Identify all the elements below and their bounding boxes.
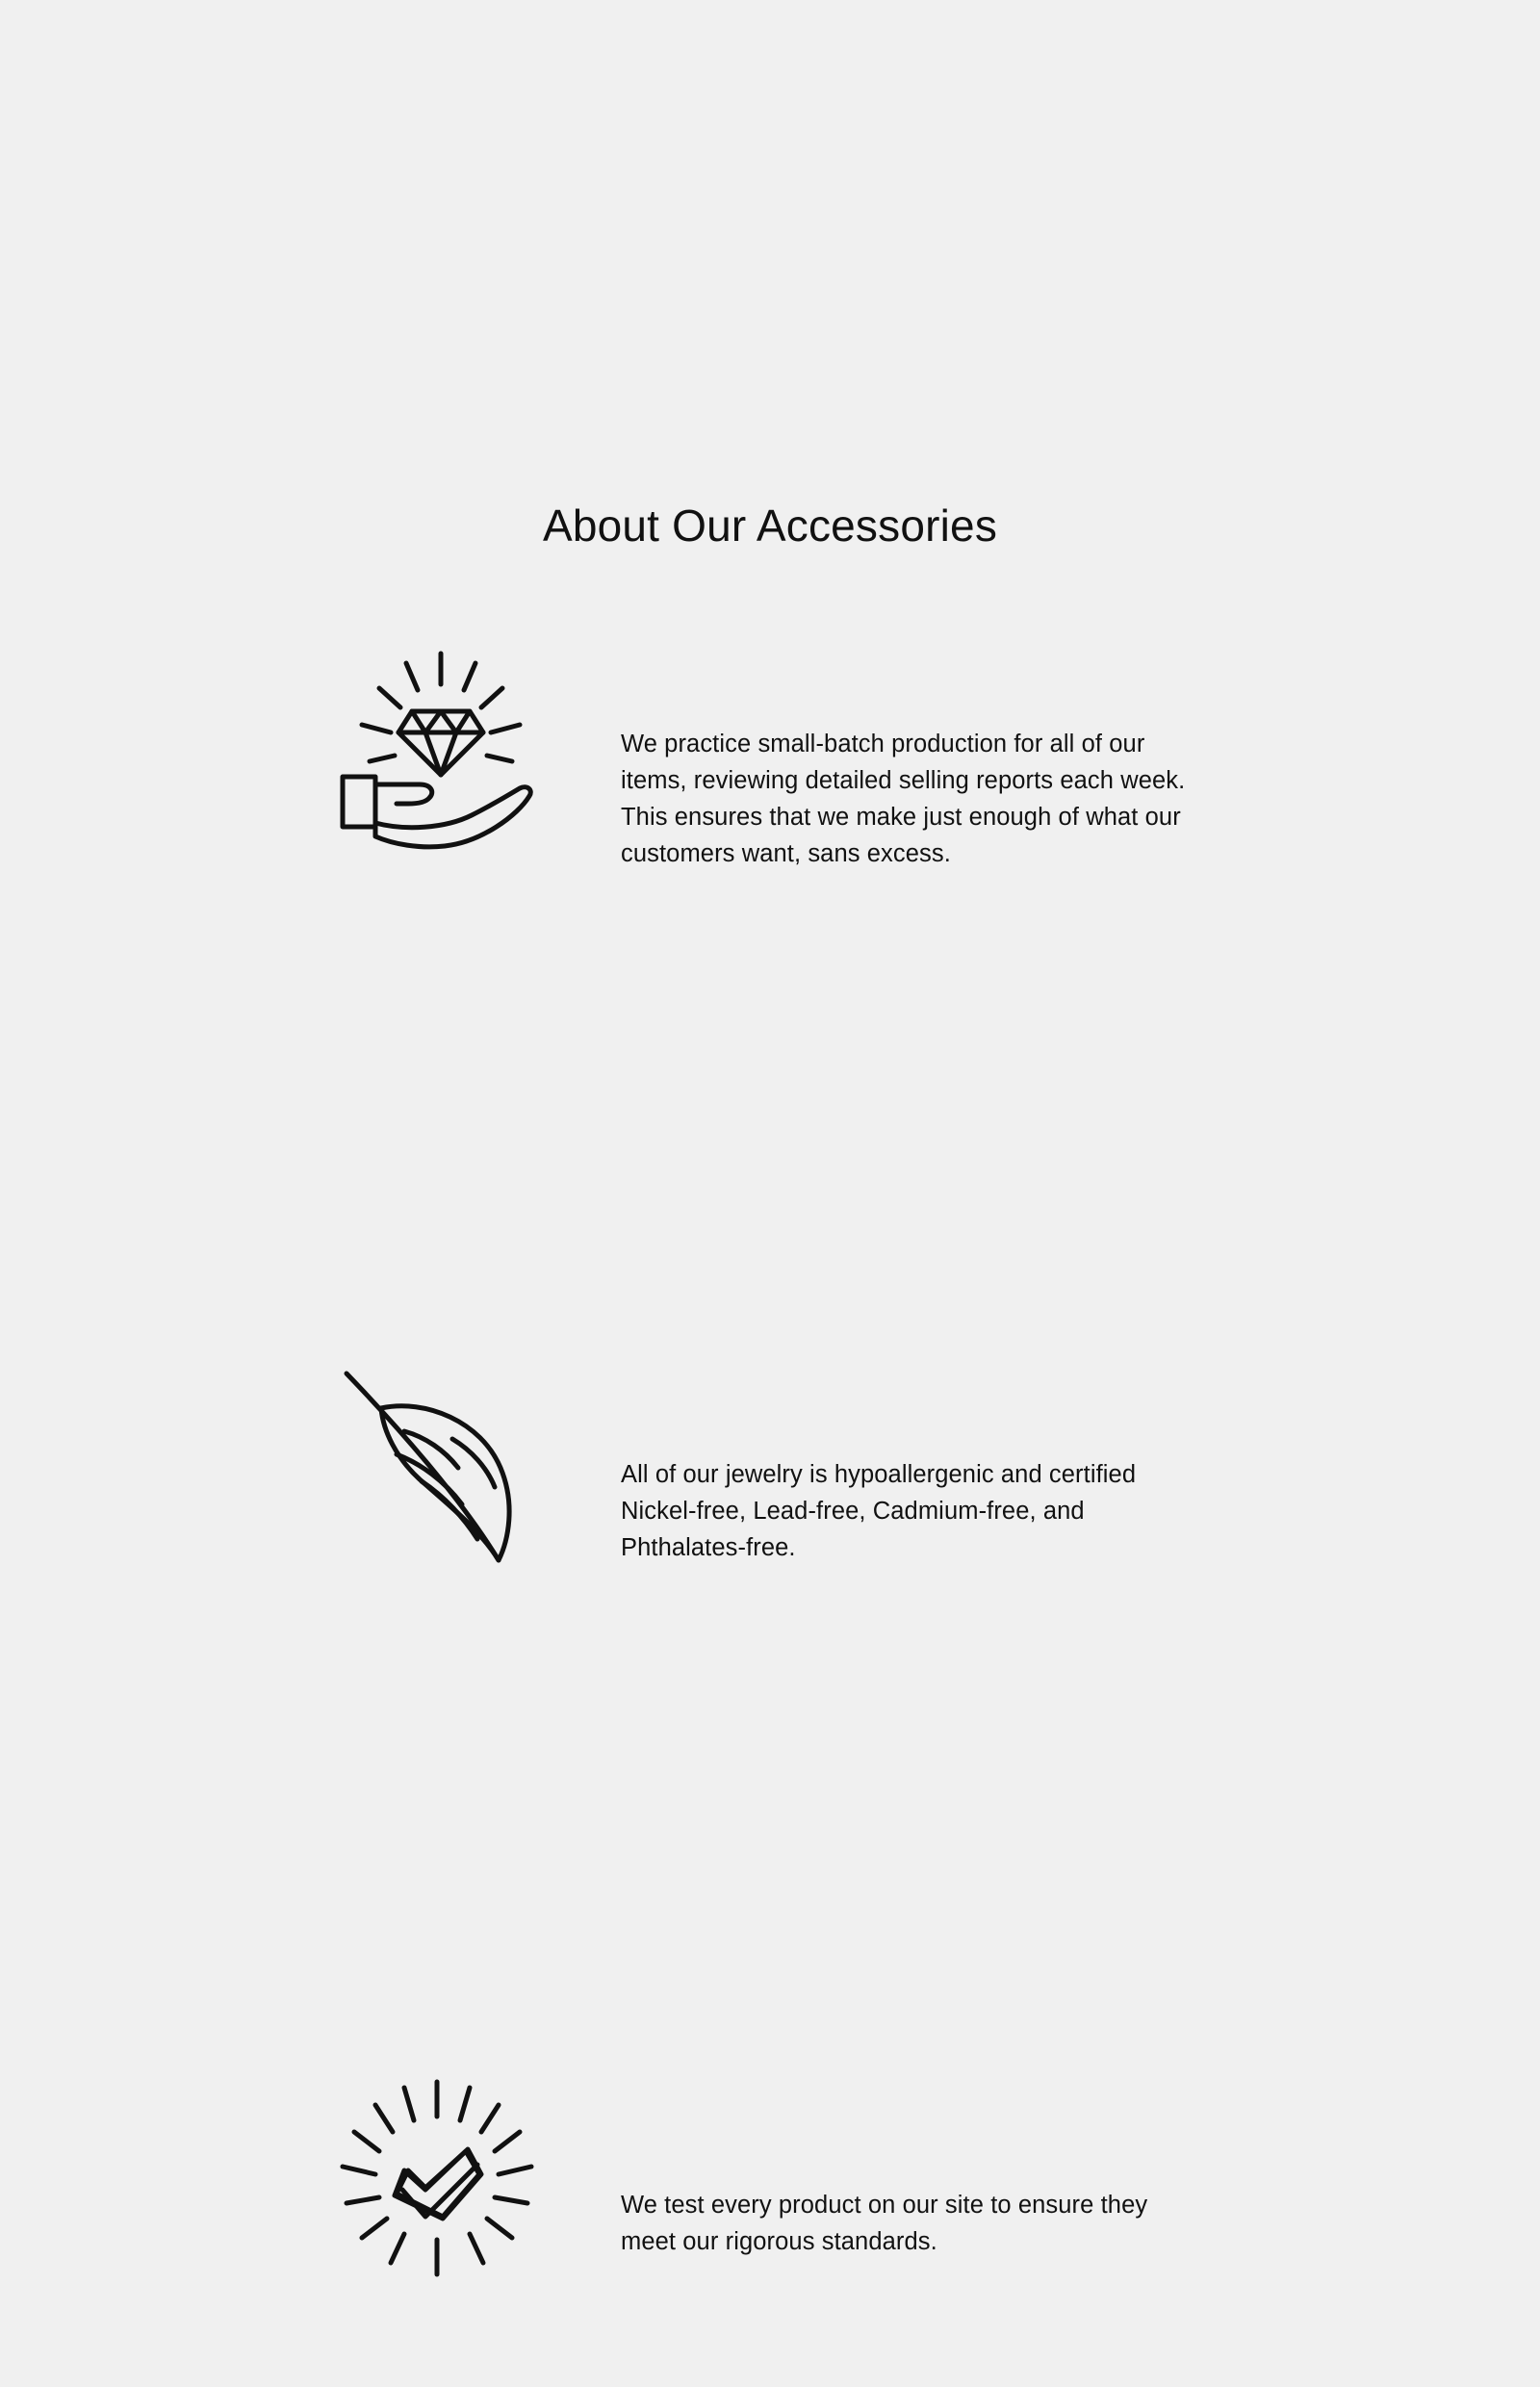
feature-description: We test every product on our site to ensure they meet our rigorous standards.: [621, 2191, 1148, 2255]
feature-item: [0, 2060, 1540, 2387]
feature-list: [0, 635, 1540, 2255]
shining-checkmark-icon: [332, 2069, 553, 2300]
feature-description: We practice small-batch production for all of our items, reviewing detailed selling reports each week. This ensures that we make just enough of what our customers want, sans excess.: [621, 730, 1186, 868]
feature-item: [0, 635, 1540, 962]
hand-holding-diamond-icon: [332, 635, 553, 866]
page-title: About Our Accessories: [542, 500, 998, 551]
feature-item: [0, 1348, 1540, 1675]
feather-icon: [332, 1357, 553, 1588]
feature-description: All of our jewelry is hypoallergenic and certified Nickel-free, Lead-free, Cadmium-free, and Phthalates-free.: [621, 1460, 1137, 1562]
